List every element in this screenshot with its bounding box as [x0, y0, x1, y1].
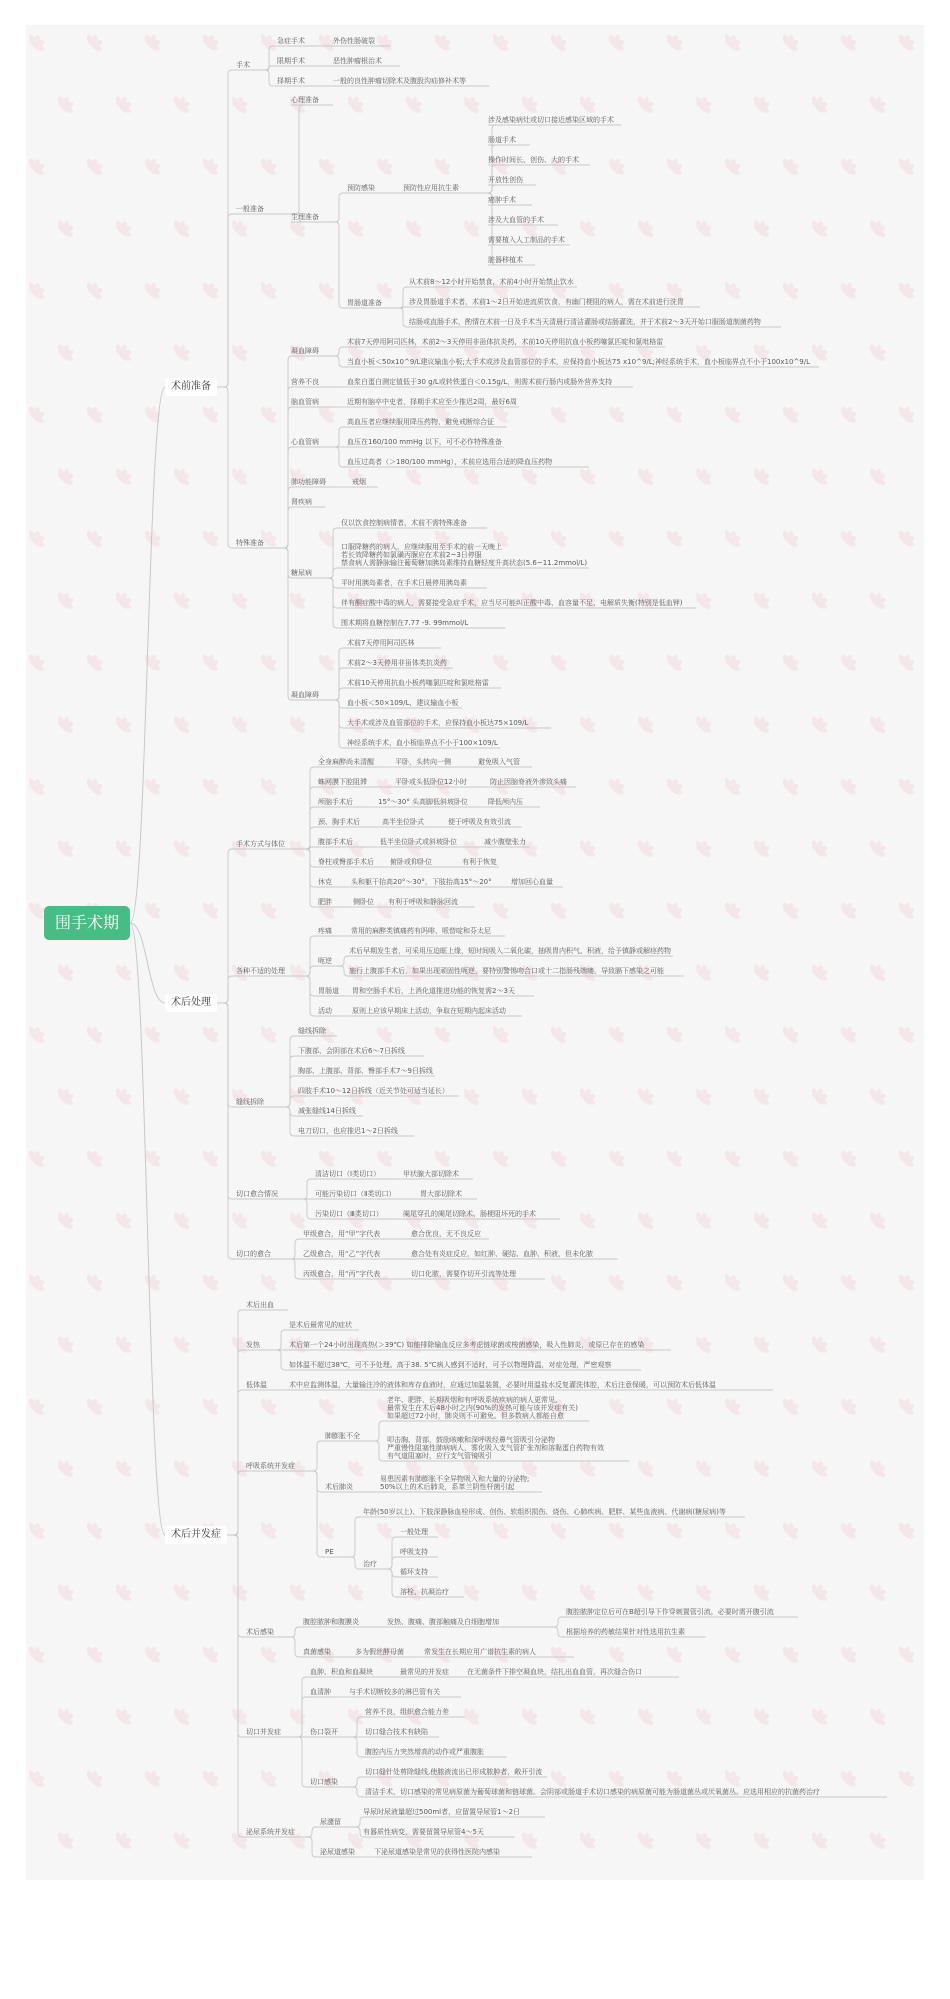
node-pos2b: 防止因脑脊液外渗致头痛 — [490, 778, 567, 786]
edge-g2b3 — [399, 308, 409, 327]
node-c7b: 泌尿道感染 — [320, 1848, 355, 1856]
edge-st2 — [274, 1056, 298, 1107]
node-c3: 低体温 — [246, 1381, 267, 1389]
node-wc3a: 阑尾穿孔的阑尾切除术、肠梗阻坏死的手术 — [403, 1210, 536, 1218]
node-g2a: 预防感染 — [347, 184, 375, 192]
node-wh3a: 切口化脓，需要作切开引流等处理 — [411, 1270, 516, 1278]
node-sp4c: 血压过高者（＞180/100 mmHg），术前应选用合适的降血压药物 — [347, 458, 553, 466]
edge-dis2b — [340, 966, 349, 976]
edge-c4c2 — [341, 1557, 363, 1569]
node-sp1b: 当血小板＜50x10^9/L建议输血小板;大手术或涉及血管部位的手术，应保持血小板达75 x10^9/L;神经系统手术，血小板临界点不小于100x10^9/L — [347, 358, 810, 366]
node-pos8b: 有利于呼吸和静脉回流 — [388, 898, 458, 906]
node-sp7c: 平时用胰岛素者，在手术日晨停用胰岛素 — [341, 579, 467, 587]
node-pos1: 全身麻醉尚未清醒 — [318, 758, 374, 766]
node-sp8e: 大手术或涉及血管部位的手术，应保持血小板达75×109/L — [347, 719, 529, 727]
node-g2b: 胃肠道准备 — [347, 299, 382, 307]
node-g2a1g: 需要植入人工制品的手术 — [488, 236, 565, 244]
edge-c5b — [284, 1637, 303, 1657]
edge-sp8a — [333, 648, 347, 700]
edge-sp8e — [333, 700, 347, 728]
edge-g2a — [334, 193, 347, 222]
node-c4b1: 易患因素有肺膨胀不全异物吸入和大量的分泌物; 50%以上的术后肺炎，系革兰阴性杆菌引起 — [380, 1475, 530, 1491]
node-pos2a: 平卧或头低卧位12小时 — [395, 778, 467, 786]
node-c1: 术后出血 — [246, 1301, 274, 1309]
node-dis4: 活动 — [318, 1007, 332, 1015]
node-g2a1d: 开放性创伤 — [488, 176, 523, 184]
edge-pos8 — [293, 849, 318, 907]
edge-c3 — [227, 1390, 246, 1535]
node-sp7: 糖尿病 — [291, 569, 312, 577]
edge-g1 — [291, 105, 303, 214]
edge-c4a — [303, 1441, 325, 1471]
edge-c4c1 — [341, 1517, 363, 1557]
node-c7a: 尿潴留 — [320, 1818, 341, 1826]
node-sp4a: 高血压者应继续服用降压药物，避免戒断综合征 — [347, 418, 494, 426]
node-dis4a: 原则上应该早期床上活动，争取在短期内起床活动 — [352, 1007, 506, 1015]
node-pos6: 脊柱或臀部手术后 — [318, 858, 374, 866]
node-sp4b: 血压在160/100 mmHg 以下，可不必作特殊准备 — [347, 438, 502, 446]
edge-c4c2c — [387, 1569, 400, 1577]
node-sp1a: 术前7天停用阿司匹林，术前2～3天停用非甾体抗炎药，术前10天停用抗血小板药噻氯匹啶和氯吡格雷 — [347, 338, 664, 346]
edge-st6 — [274, 1107, 298, 1136]
edge-st — [217, 1003, 236, 1107]
node-c2b: 术后第一个24小时出现高热(＞39℃) 如能排除输血反应多考虑链球菌或梭菌感染，吸入性肺炎，或原已存在的感染 — [289, 1341, 645, 1349]
node-c6c1: 营养不良，组织愈合能力差 — [365, 1708, 449, 1716]
edge-sp4c — [335, 447, 347, 467]
node-wc1a: 甲状腺大部切除术 — [403, 1170, 459, 1178]
edge-pos4 — [293, 827, 318, 849]
node-sp8: 凝血障碍 — [291, 691, 319, 699]
node-st5: 减张缝线14日拆线 — [298, 1107, 356, 1115]
edge-pos1 — [293, 767, 318, 849]
edge-st4 — [274, 1096, 298, 1107]
node-g: 一般准备 — [236, 205, 264, 213]
edge-dis2 — [298, 966, 318, 976]
node-pos: 手术方式与体位 — [236, 840, 285, 848]
node-pos2: 蛛网膜下腔阻滞 — [318, 778, 367, 786]
edge-s1c — [264, 70, 277, 86]
node-dis1: 疼痛 — [318, 927, 332, 935]
node-sp1: 凝血障碍 — [291, 347, 319, 355]
node-wc: 切口愈合情况 — [236, 1190, 278, 1198]
node-sp8d: 血小板＜50×109/L，建议输血小板 — [347, 699, 459, 707]
node-c7a2: 有器质性病变，需要留置导尿管4～5天 — [363, 1828, 484, 1836]
node-pos4: 颈、胸手术后 — [318, 818, 360, 826]
node-dis2b: 施行上腹部手术后，如果出现顽固性呃逆，要特别警惕吻合口或十二指肠残端瘘，导致膈下感染之可能 — [349, 967, 664, 975]
node-s1a: 急症手术 — [277, 37, 305, 45]
node-wh: 切口的愈合 — [236, 1250, 271, 1258]
node-c6: 切口并发症 — [246, 1728, 281, 1736]
node-sp2: 营养不良 — [291, 378, 319, 386]
edge-preop — [130, 387, 165, 923]
node-c5b1: 多为假丝酵母菌 — [355, 1648, 404, 1656]
edge-pos2 — [293, 787, 318, 849]
node-c5a1a: 腹腔脓肿定位后可在B超引导下作穿刺置管引流，必要时需开腹引流 — [566, 1608, 774, 1616]
edge-wc1 — [288, 1179, 315, 1199]
edge-pos7 — [293, 849, 318, 887]
node-c4c2c: 循环支持 — [400, 1568, 428, 1576]
edge-g — [217, 214, 236, 387]
edge-c4b — [303, 1471, 325, 1492]
edge-wh1 — [278, 1239, 303, 1259]
node-sp8c: 术前10天停用抗血小板药噻氯匹啶和氯吡格雷 — [347, 679, 489, 687]
node-c4c1: 年龄(50岁以上)、下肢深静脉血栓形成、创伤、软组织损伤、烧伤、心肺疾病、肥胖、某些血液病、代谢病(糖尿病)等 — [363, 1508, 726, 1516]
node-c6d2: 清洁手术，切口感染的常见病原菌为葡萄球菌和链球菌。会阴部或肠道手术切口感染的病原菌可能为肠道菌丛或厌氧菌丛。应选用相应的抗菌药治疗 — [365, 1788, 820, 1796]
node-st1: 缝线拆除 — [298, 1027, 326, 1035]
edge-sp1a — [334, 347, 347, 356]
node-st3: 胸部、上腹部、背部、臀部手术7～9日拆线 — [298, 1067, 433, 1075]
edge-c7a — [308, 1827, 320, 1837]
node-pos7: 休克 — [318, 878, 332, 886]
node-sp8f: 神经系统手术，血小板临界点不小于100×109/L — [347, 739, 498, 747]
node-c7b1: 下泌尿道感染是常见的获得性医院内感染 — [374, 1848, 500, 1856]
node-c5b2: 常发生在长期应用广谱抗生素的病人 — [424, 1648, 536, 1656]
node-sp3: 脑血管病 — [291, 398, 319, 406]
node-c6a: 血肿、积血和血凝块 — [310, 1668, 373, 1676]
node-sp4: 心血管病 — [291, 438, 319, 446]
node-g2b3: 结肠或直肠手术，酌情在术前一日及手术当天清晨行清洁灌肠或结肠灌洗，并于术前2～3天开始口服肠道制菌药物 — [409, 318, 761, 326]
edge-c2 — [227, 1350, 246, 1535]
node-c5a1: 发热、腹痛、腹部触痛及白细胞增加 — [387, 1618, 499, 1626]
node-g2a1a: 涉及感染病灶或切口接近感染区域的手术 — [488, 116, 614, 124]
node-sp5: 肺功能障碍 — [291, 478, 326, 486]
node-c4c2b: 呼吸支持 — [400, 1548, 428, 1556]
node-c4a1: 老年、肥胖、长期吸烟和有呼吸系统疾病的病人更常见， 最常发生在术后48小时之内(90%的发热可能与该并发症有关) 如果超过72小时，肺炎则不可避免。但多数病人都能自愈 — [387, 1396, 578, 1420]
node-g2a1: 预防性应用抗生素 — [403, 184, 459, 192]
node-sp3a: 近期有脑卒中史者，择期手术应至少推迟2周，最好6周 — [347, 398, 517, 406]
edge-s1b — [264, 66, 277, 70]
node-dis2: 呃逆 — [318, 957, 332, 965]
node-root: 围手术期 — [44, 906, 130, 940]
node-pos4b: 便于呼吸及有效引流 — [448, 818, 511, 826]
node-dis1a: 常用的麻醉类镇痛药有吗啡、哌替啶和芬太尼 — [351, 927, 491, 935]
edge-c2a — [268, 1330, 289, 1350]
node-pos3a: 15°～30° 头高脚低斜坡卧位 — [378, 798, 469, 806]
node-wh2: 乙级愈合，用“乙”字代表 — [303, 1250, 381, 1258]
node-pos1a: 平卧，头转向一侧 — [395, 758, 451, 766]
node-c2c: 如体温不超过38℃，可不予处理。高于38. 5℃病人感到不适时，可予以物理降温，对症处理，严密观察 — [289, 1361, 612, 1369]
node-c6d: 切口感染 — [310, 1778, 338, 1786]
node-st6: 电刀切口，也应推迟1～2日拆线 — [298, 1127, 398, 1135]
node-g2b2: 涉及胃肠道手术者，术前1～2日开始进流质饮食，有幽门梗阻的病人，需在术前进行洗胃 — [409, 298, 684, 306]
node-g2a1h: 脏器移植术 — [488, 256, 523, 264]
node-c2a: 是术后最常见的症状 — [289, 1321, 352, 1329]
node-sp7d: 伴有酮症酸中毒的病人，需要接受急症手术，应当尽可能纠正酸中毒、血容量不足、电解质失衡(特别是低血钾) — [341, 599, 683, 607]
node-c4b: 术后肺炎 — [325, 1483, 353, 1491]
node-wc1: 清洁切口（Ⅰ类切口） — [315, 1170, 381, 1178]
node-c4c2a: 一般处理 — [400, 1528, 428, 1536]
node-sp7e: 围术期将血糖控制在7.77 -9. 99mmol/L — [341, 619, 469, 627]
node-pos3: 颅脑手术后 — [318, 798, 353, 806]
node-c4a: 肺膨胀不全 — [325, 1432, 360, 1440]
node-g1: 心理准备 — [291, 96, 319, 104]
node-c7: 泌尿系统并发症 — [246, 1828, 295, 1836]
node-c6c3: 腹腔内压力突然增高的动作或严重腹胀 — [365, 1748, 484, 1756]
edge-c6d — [288, 1737, 310, 1787]
node-preop: 术前准备 — [165, 378, 217, 396]
edge-pos3 — [293, 807, 318, 849]
edge-st3 — [274, 1076, 298, 1107]
node-st4: 四肢手术10～12日拆线（近关节处可适当延长） — [298, 1087, 449, 1095]
node-complication: 术后并发症 — [165, 1526, 227, 1544]
edge-c6d1 — [352, 1777, 365, 1787]
edge-c2c — [268, 1350, 289, 1370]
node-g2a1f: 涉及大血管的手术 — [488, 216, 544, 224]
edge-dis2a — [340, 956, 349, 966]
node-c4a2: 叩击胸、背部，鼓励咳嗽和深呼吸经鼻气管吸引分泌物 严重慢性阻塞性肺病病人，雾化吸入支气管扩张剂和溶黏蛋白药物有效 有气道阻塞时，应行支气管镜吸引 — [387, 1436, 604, 1460]
node-sp5a: 戒烟 — [352, 478, 366, 486]
node-c4c: PE — [325, 1548, 334, 1556]
edge-c4a1 — [367, 1421, 387, 1441]
edge-sp7e — [325, 578, 341, 628]
edge-c4a2 — [367, 1441, 387, 1461]
node-c6b: 血清肿 — [310, 1688, 331, 1696]
node-c4c2d: 溶栓、抗凝治疗 — [400, 1588, 449, 1596]
node-wh2a: 愈合处有炎症反应，如红肿、硬结、血肿、积液，但未化脓 — [411, 1250, 593, 1258]
node-dis: 各种不适的处理 — [236, 967, 285, 975]
node-sp8b: 术前2～3天停用非甾体类抗炎药 — [347, 659, 447, 667]
edge-c4c2a — [387, 1537, 400, 1569]
edge-st5 — [274, 1107, 298, 1116]
node-pos8: 肥胖 — [318, 898, 332, 906]
edge-c5a1a — [549, 1617, 566, 1627]
edge-c1 — [227, 1310, 246, 1535]
node-sp2a: 血浆白蛋白测定值低于30 g/L或转铁蛋白＜0.15g/L，则需术前行肠内或肠外营养支持 — [347, 378, 613, 386]
edge-g2b1 — [399, 287, 409, 308]
edge-c7b — [308, 1837, 320, 1857]
node-g2a1c: 操作时间长、创伤、大的手术 — [488, 156, 579, 164]
edge-c4c2d — [387, 1569, 400, 1597]
node-dis2a: 术后早期发生者，可采用压迫眶上缘，短时间吸入二氧化碳，抽吸胃内积气、积液，给予镇静或解痉药物 — [349, 947, 671, 955]
node-c6d1: 切口缝针处剪除缝线,使脓液流出已形成脓肿者，敞开引流 — [365, 1768, 543, 1776]
edge-c6c3 — [352, 1737, 365, 1757]
edge-c6b — [288, 1697, 310, 1737]
node-s1: 手术 — [236, 61, 250, 69]
node-wh1a: 愈合优良，无不良反应 — [411, 1230, 481, 1238]
node-pos7b: 增加回心血量 — [511, 878, 553, 886]
node-c6c2: 切口缝合技术有缺陷 — [365, 1728, 428, 1736]
mindmap-canvas — [26, 25, 924, 1880]
node-sp: 特殊准备 — [236, 539, 264, 547]
edge-complication — [130, 923, 165, 1535]
node-pos5b: 减少腹壁张力 — [484, 838, 526, 846]
node-wh1: 甲级愈合，用“甲”字代表 — [303, 1230, 381, 1238]
edge-c5a — [284, 1627, 303, 1637]
node-c4c2: 治疗 — [363, 1560, 377, 1568]
node-c7a1: 导尿时尿液量超过500ml者，应留置导尿管1～2日 — [363, 1808, 521, 1816]
node-sp7a: 仅以饮食控制病情者，术前不需特殊准备 — [341, 519, 467, 527]
node-wc3: 污染切口（Ⅲ类切口） — [315, 1210, 383, 1218]
node-pos8a: 侧卧位 — [353, 898, 374, 906]
edge-c4c — [303, 1471, 325, 1557]
node-c4: 呼吸系统并发症 — [246, 1462, 295, 1470]
edge-sp4a — [335, 427, 347, 447]
node-pos3b: 降低颅内压 — [488, 798, 523, 806]
node-c6b1: 与手术切断较多的淋巴管有关 — [349, 1688, 440, 1696]
node-sp6: 肾疾病 — [291, 498, 312, 506]
node-dis3a: 胃和空肠手术后，上消化道推进功能的恢复需2～3天 — [352, 987, 515, 995]
edge-sp8d — [333, 700, 347, 708]
node-c6a2: 在无菌条件下排空凝血块，结扎出血血管，再次缝合伤口 — [467, 1668, 642, 1676]
edge-c5a1b — [549, 1627, 566, 1637]
node-pos1b: 避免吸入气管 — [478, 758, 520, 766]
edge-sp — [217, 387, 236, 548]
edge-c7a1 — [356, 1817, 364, 1827]
edge-dis1 — [298, 936, 318, 976]
edge-dis3 — [298, 976, 318, 996]
edge-c6d2 — [352, 1787, 365, 1797]
node-g2a1b: 肠道手术 — [488, 136, 516, 144]
edge-c5 — [227, 1535, 246, 1637]
edge-s1 — [217, 70, 236, 387]
edge-c6a — [288, 1677, 310, 1737]
edge-sp8b — [333, 668, 347, 700]
edge-dis — [217, 976, 236, 1003]
node-postop: 术后处理 — [165, 994, 217, 1012]
edge-sp6 — [284, 507, 292, 548]
node-c2: 发热 — [246, 1341, 260, 1349]
edge-wh — [217, 1003, 236, 1259]
edge-wc — [217, 1003, 236, 1199]
edge-postop — [130, 923, 165, 1003]
edge-c6c1 — [352, 1717, 365, 1737]
node-wc2a: 胃大部切除术 — [420, 1190, 462, 1198]
node-st: 缝线拆除 — [236, 1098, 264, 1106]
edge-c6 — [227, 1535, 246, 1737]
edge-c4 — [227, 1471, 246, 1535]
node-g2a1e: 癌肿手术 — [488, 196, 516, 204]
node-g2b1: 从术前8～12小时开始禁食，术前4小时开始禁止饮水 — [409, 278, 574, 286]
node-c5a: 腹腔脓肿和腹膜炎 — [303, 1618, 359, 1626]
node-pos6b: 有利于恢复 — [462, 858, 497, 866]
node-pos5: 腹部手术后 — [318, 838, 353, 846]
node-c5: 术后感染 — [246, 1628, 274, 1636]
node-st2: 下腹部、会阴部在术后6～7日拆线 — [298, 1047, 405, 1055]
edge-sp1b — [334, 356, 347, 367]
node-s1c1: 一般的良性肿瘤切除术及腹股沟疝修补术等 — [333, 77, 466, 85]
edge-pos — [217, 849, 236, 1003]
edge-g2b — [334, 222, 347, 308]
edge-wc3 — [288, 1199, 315, 1219]
edge-sp8c — [333, 688, 347, 700]
node-pos4a: 高半坐位卧式 — [382, 818, 424, 826]
edge-wh3 — [278, 1259, 303, 1279]
node-c5b: 真菌感染 — [303, 1648, 331, 1656]
node-s1b1: 恶性肿瘤根治术 — [333, 57, 382, 65]
edge-c7 — [227, 1535, 246, 1837]
node-s1c: 择期手术 — [277, 77, 305, 85]
edge-pos6 — [293, 849, 318, 867]
node-c5a1b: 根据培养的药敏结果针对性选用抗生素 — [566, 1628, 685, 1636]
node-dis3: 胃肠道 — [318, 987, 339, 995]
node-g2: 生理准备 — [291, 213, 319, 221]
node-sp7b: 口服降糖药的病人，应继续服用至手术的前一天晚上 若长效降糖药如氯磺丙脲应在术前2~3日停服 禁食病人需静脉输注葡萄糖加胰岛素维持血糖轻度升高状态(5.6~11.2mmol/L) — [341, 543, 588, 567]
node-wh3: 丙级愈合，用“丙”字代表 — [303, 1270, 381, 1278]
node-c6a1: 最常见的并发症 — [400, 1668, 449, 1676]
edge-c4c2b — [387, 1557, 400, 1569]
node-s1a1: 外伤性肠破裂 — [333, 37, 375, 45]
node-c6c: 伤口裂开 — [310, 1728, 338, 1736]
node-pos5a: 低半坐位卧式或斜坡卧位 — [380, 838, 457, 846]
node-wc2: 可能污染切口（Ⅱ类切口） — [315, 1190, 396, 1198]
node-c3a: 术中应监测体温，大量输注冷的液体和库存血液时，应通过加温装置，必要时用温盐水反复灌洗体腔，术后注意保暖，可以预防术后低体温 — [289, 1381, 716, 1389]
node-pos7a: 头和躯干抬高20°～30°，下肢抬高15°～20° — [351, 878, 492, 886]
node-sp8a: 术前7天停用阿司匹林 — [347, 639, 415, 647]
node-s1b: 限期手术 — [277, 57, 305, 65]
node-pos6a: 俯卧或仰卧位 — [390, 858, 432, 866]
